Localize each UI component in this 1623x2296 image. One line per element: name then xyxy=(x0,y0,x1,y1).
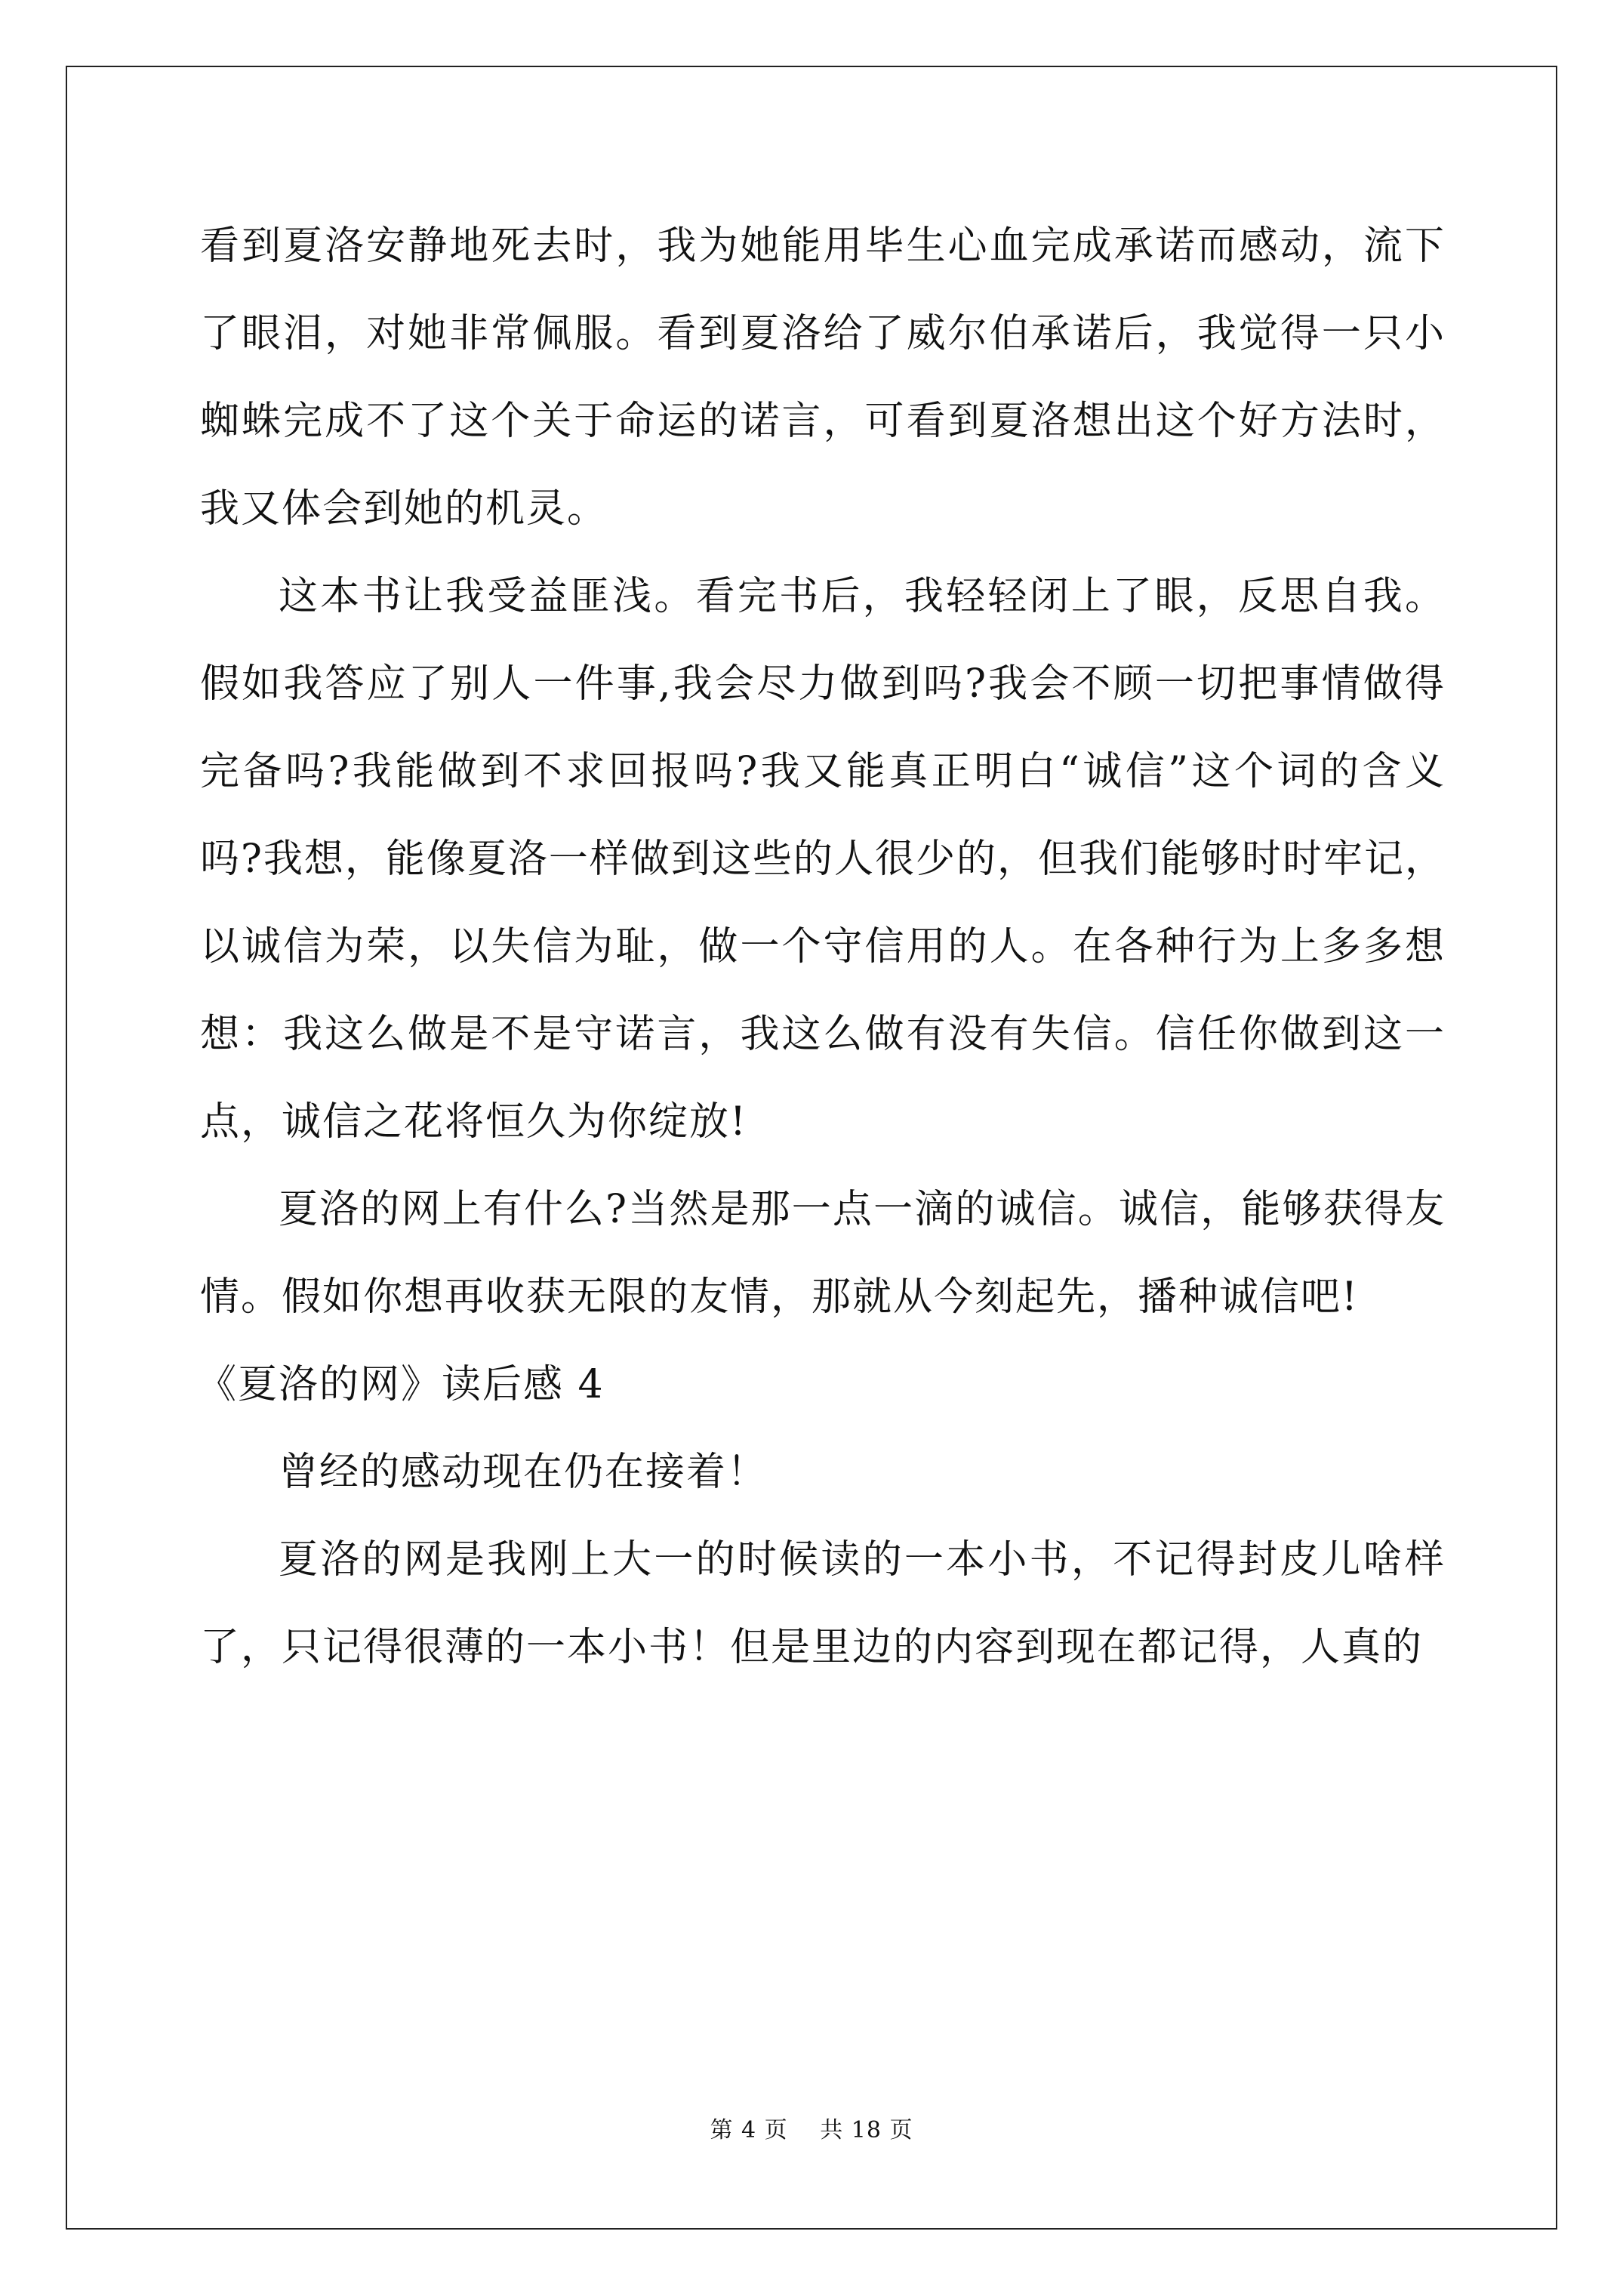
paragraph-5: 夏洛的网是我刚上大一的时候读的一本小书，不记得封皮儿啥样了，只记得很薄的一本小书！但是里边的内容到现在都记得，人真的 xyxy=(200,1537,1446,1670)
page-number: 第 4 页 xyxy=(710,2117,788,2143)
paragraph-2: 这本书让我受益匪浅。看完书后，我轻轻闭上了眼，反思自我。假如我答应了别人一件事,我会尽力做到吗?我会不顾一切把事情做得完备吗?我能做到不求回报吗?我又能真正明白“诚信”这个词的含义吗?我想，能像夏洛一样做到这些的人很少的，但我们能够时时牢记，以诚信为荣，以失信为耻，做一个守信用的人。在各种行为上多多想想：我这么做是不是守诺言，我这么做有没有失信。信任你做到这一点，诚信之花将恒久为你绽放! xyxy=(200,574,1446,1145)
document-body xyxy=(197,202,1446,1691)
page-total: 共 18 页 xyxy=(820,2117,913,2143)
paragraph-1: 看到夏洛安静地死去时，我为她能用毕生心血完成承诺而感动，流下了眼泪，对她非常佩服。看到夏洛给了威尔伯承诺后，我觉得一只小蜘蛛完成不了这个关于命运的诺言，可看到夏洛想出这个好方法时，我又体会到她的机灵。 xyxy=(200,223,1446,532)
page-footer xyxy=(0,2111,1623,2144)
paragraph-4: 曾经的感动现在仍在接着！ xyxy=(279,1450,768,1495)
section-title: 《夏洛的网》读后感 4 xyxy=(197,1362,605,1407)
paragraph-3: 夏洛的网上有什么?当然是那一点一滴的诚信。诚信，能够获得友情。假如你想再收获无限的友情，那就从今刻起先，播种诚信吧! xyxy=(200,1187,1446,1320)
